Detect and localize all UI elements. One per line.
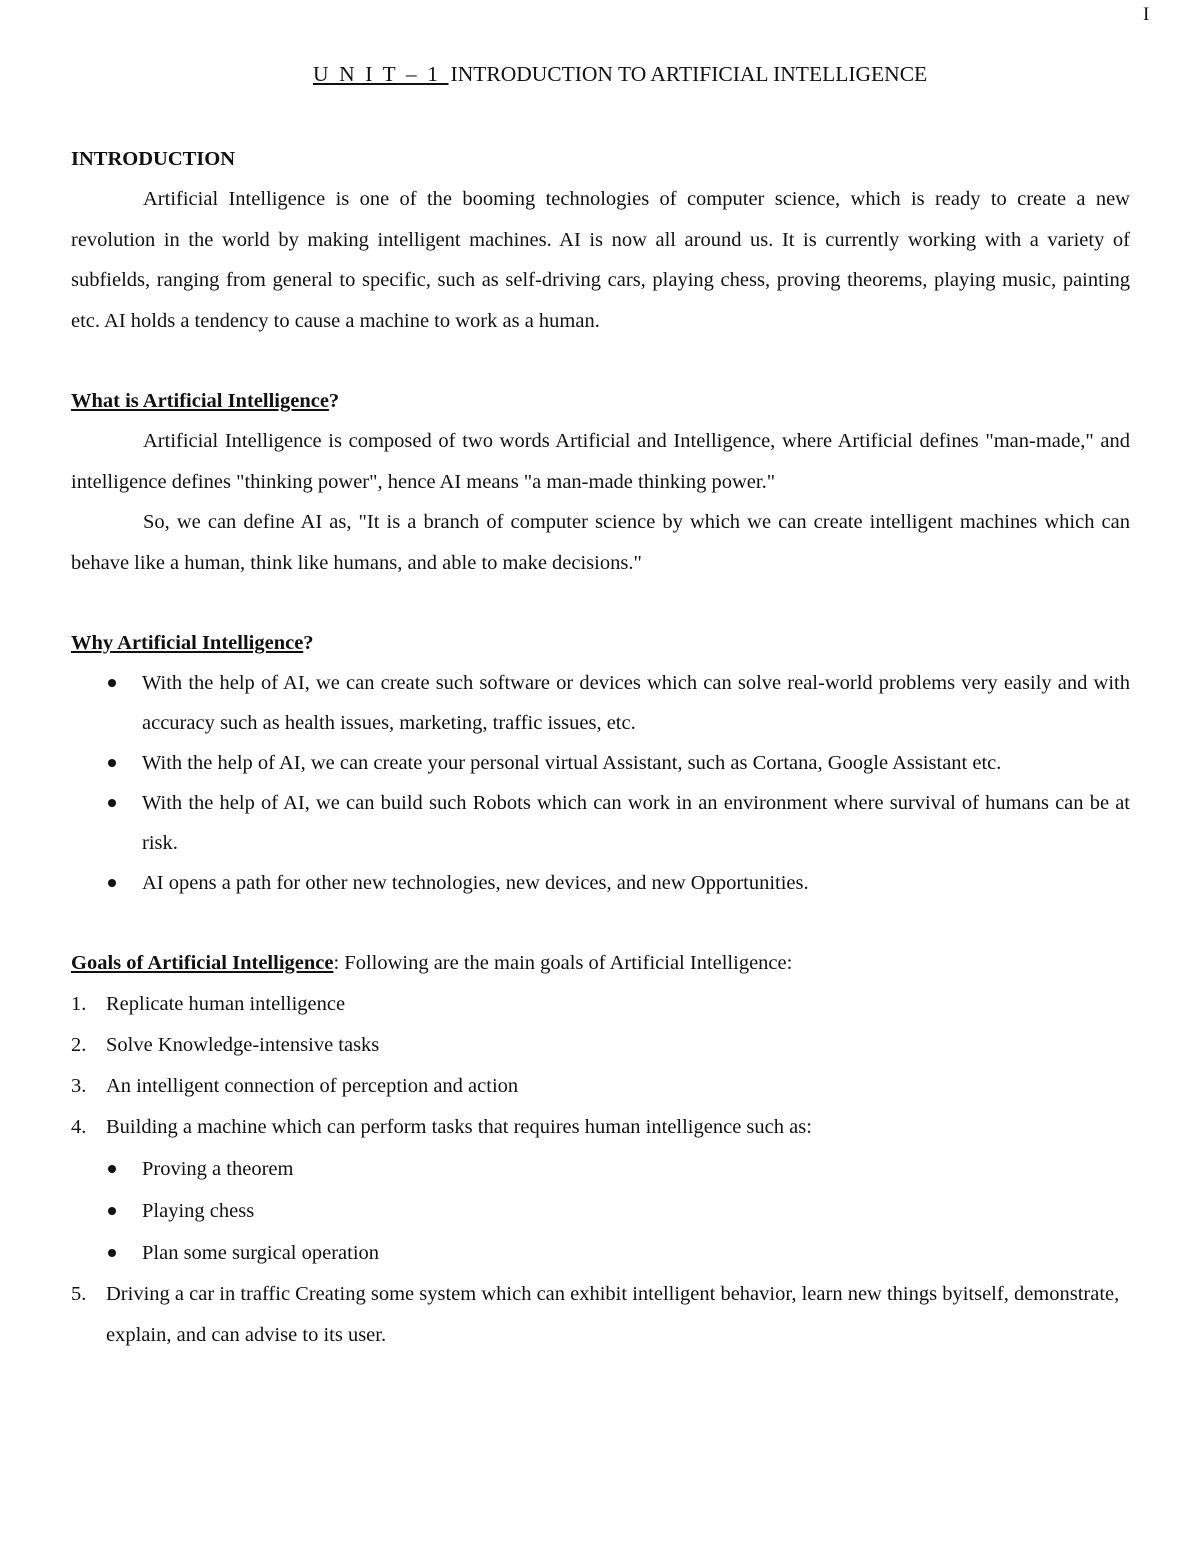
list-item: 3. An intelligent connection of perception and action: [71, 1066, 1130, 1107]
unit-label: U N I T – 1: [313, 62, 449, 86]
list-number: 2.: [71, 1033, 87, 1056]
bullet-icon: [108, 679, 116, 687]
list-item: 1. Replicate human intelligence: [71, 984, 1130, 1025]
list-number: 1.: [71, 992, 87, 1015]
goals-heading: [71, 943, 1130, 984]
sub-list-item: Plan some surgical operation: [106, 1232, 1130, 1274]
list-item: With the help of AI, we can create your personal virtual Assistant, such as Cortana, Google Assistant etc.: [71, 743, 1130, 783]
list-number: 5.: [71, 1282, 87, 1305]
what-paragraph-1: Artificial Intelligence is composed of two words Artificial and Intelligence, where Artificial defines "man-made," and intelligence defines "thinking power", hence AI means "a man-made thinking power.": [71, 430, 1130, 493]
bullet-icon: [108, 879, 116, 887]
bullet-icon: [108, 799, 116, 807]
intro-paragraph: Artificial Intelligence is one of the booming technologies of computer science, which is ready to create a new revolution in the world by making intelligent machines. AI is now all around us. It is currently working with a variety of subfields, ranging from general to specific, such as self-driving cars, playing chess, proving theorems, playing music, painting etc. AI holds a tendency to cause a machine to work as a human.: [71, 188, 1130, 332]
why-heading-suffix: ?: [303, 632, 314, 654]
page-title: [313, 62, 927, 87]
bullet-icon: [108, 1249, 116, 1257]
bullet-icon: [108, 759, 116, 767]
sub-list-item: Proving a theorem: [106, 1148, 1130, 1190]
intro-heading: INTRODUCTION: [71, 148, 236, 170]
list-number: 3.: [71, 1074, 87, 1097]
list-item: With the help of AI, we can create such software or devices which can solve real-world problems very easily and with accuracy such as health issues, marketing, traffic issues, etc.: [71, 663, 1130, 743]
what-heading-text: What is Artificial Intelligence: [71, 390, 329, 412]
bullet-icon: [108, 1165, 116, 1173]
list-item: With the help of AI, we can build such Robots which can work in an environment where survival of humans can be at risk.: [71, 783, 1130, 863]
bullet-icon: [108, 1207, 116, 1215]
sub-list-item: Playing chess: [106, 1190, 1130, 1232]
goals-intro-text: : Following are the main goals of Artificial Intelligence:: [333, 952, 793, 974]
goals-sub-list: [106, 1148, 1130, 1274]
what-heading-suffix: ?: [328, 390, 340, 412]
list-item: 2. Solve Knowledge-intensive tasks: [71, 1025, 1130, 1066]
what-paragraph-2: So, we can define AI as, "It is a branch of computer science by which we can create intelligent machines which can behave like a human, think like humans, and able to make decisions.": [71, 511, 1130, 574]
goals-numbered-list: [71, 984, 1130, 1356]
title-text: INTRODUCTION TO ARTIFICIAL INTELLIGENCE: [450, 62, 928, 86]
why-heading: [71, 623, 1130, 663]
document-body: [71, 139, 1130, 1356]
why-heading-text: Why Artificial Intelligence: [71, 632, 304, 654]
list-item: 5. Driving a car in traffic Creating some system which can exhibit intelligent behavior, learn new things byitself, demonstrate, explain, and can advise to its user.: [71, 1274, 1130, 1356]
list-item: AI opens a path for other new technologies, new devices, and new Opportunities.: [71, 863, 1130, 903]
list-item: 4. Building a machine which can perform tasks that requires human intelligence such as: Proving a theorem Playing chess Plan some surgical operation: [71, 1107, 1130, 1274]
goals-heading-text: Goals of Artificial Intelligence: [71, 952, 334, 974]
page-number: I: [1143, 4, 1150, 25]
why-bullet-list: [71, 663, 1130, 903]
what-heading: [71, 381, 1130, 421]
list-number: 4.: [71, 1115, 87, 1138]
